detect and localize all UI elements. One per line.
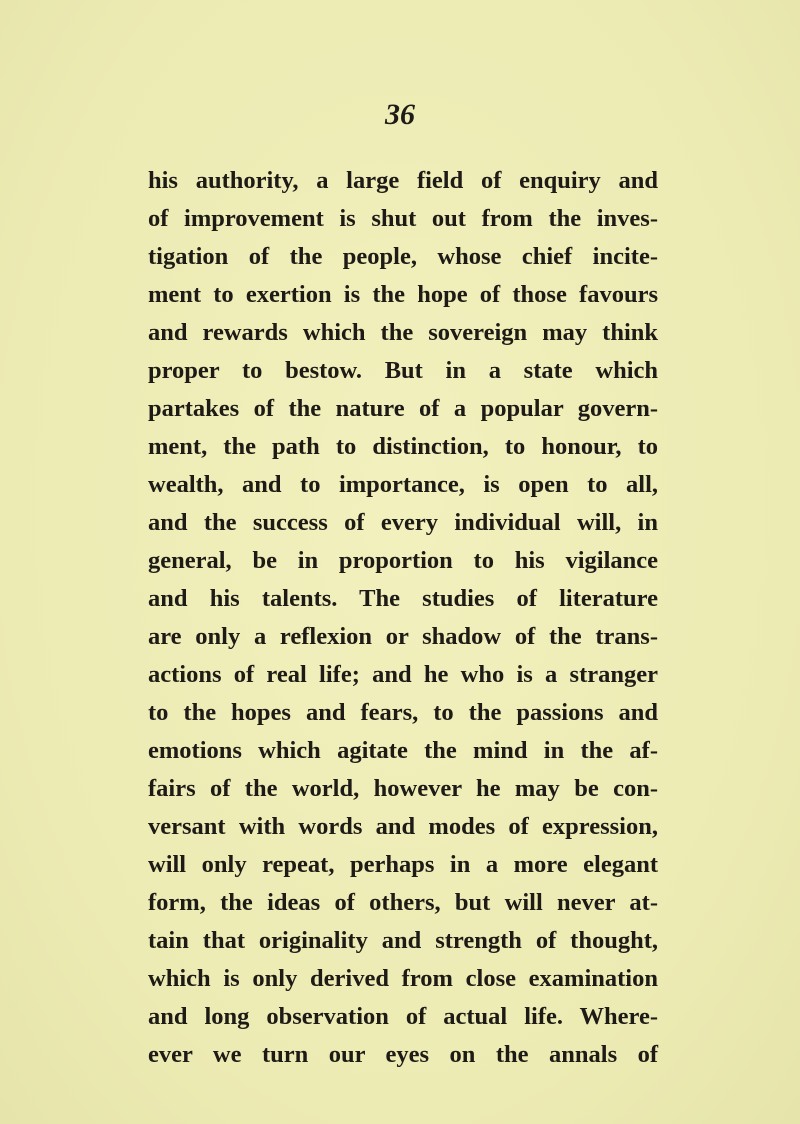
- page-number: 36: [385, 98, 415, 131]
- text-line: general, be in proportion to his vigilance: [148, 547, 658, 574]
- text-line: which is only derived from close examination: [148, 965, 658, 992]
- text-line: and the success of every individual will, in: [148, 509, 658, 536]
- text-line: tigation of the people, whose chief incite-: [148, 243, 658, 270]
- text-line: fairs of the world, however he may be con-: [148, 775, 658, 802]
- text-line: of improvement is shut out from the inves-: [148, 205, 658, 232]
- text-line: partakes of the nature of a popular govern-: [148, 395, 658, 422]
- text-line: will only repeat, perhaps in a more elegant: [148, 851, 658, 878]
- text-line: ment, the path to distinction, to honour, to: [148, 433, 658, 460]
- text-line: ever we turn our eyes on the annals of: [148, 1041, 658, 1068]
- text-line: and long observation of actual life. Where-: [148, 1003, 658, 1030]
- text-line: tain that originality and strength of thought,: [148, 927, 658, 954]
- body-text: [148, 162, 658, 1074]
- text-line: actions of real life; and he who is a stranger: [148, 661, 658, 688]
- text-line: proper to bestow. But in a state which: [148, 357, 658, 384]
- text-line: emotions which agitate the mind in the af-: [148, 737, 658, 764]
- text-line: versant with words and modes of expression,: [148, 813, 658, 840]
- text-line: his authority, a large field of enquiry and: [148, 167, 658, 194]
- text-line: are only a reflexion or shadow of the trans-: [148, 623, 658, 650]
- text-line: to the hopes and fears, to the passions and: [148, 699, 658, 726]
- text-line: wealth, and to importance, is open to all,: [148, 471, 658, 498]
- text-line: ment to exertion is the hope of those favours: [148, 281, 658, 308]
- text-line: form, the ideas of others, but will never at-: [148, 889, 658, 916]
- text-line: and his talents. The studies of literature: [148, 585, 658, 612]
- text-line: and rewards which the sovereign may think: [148, 319, 658, 346]
